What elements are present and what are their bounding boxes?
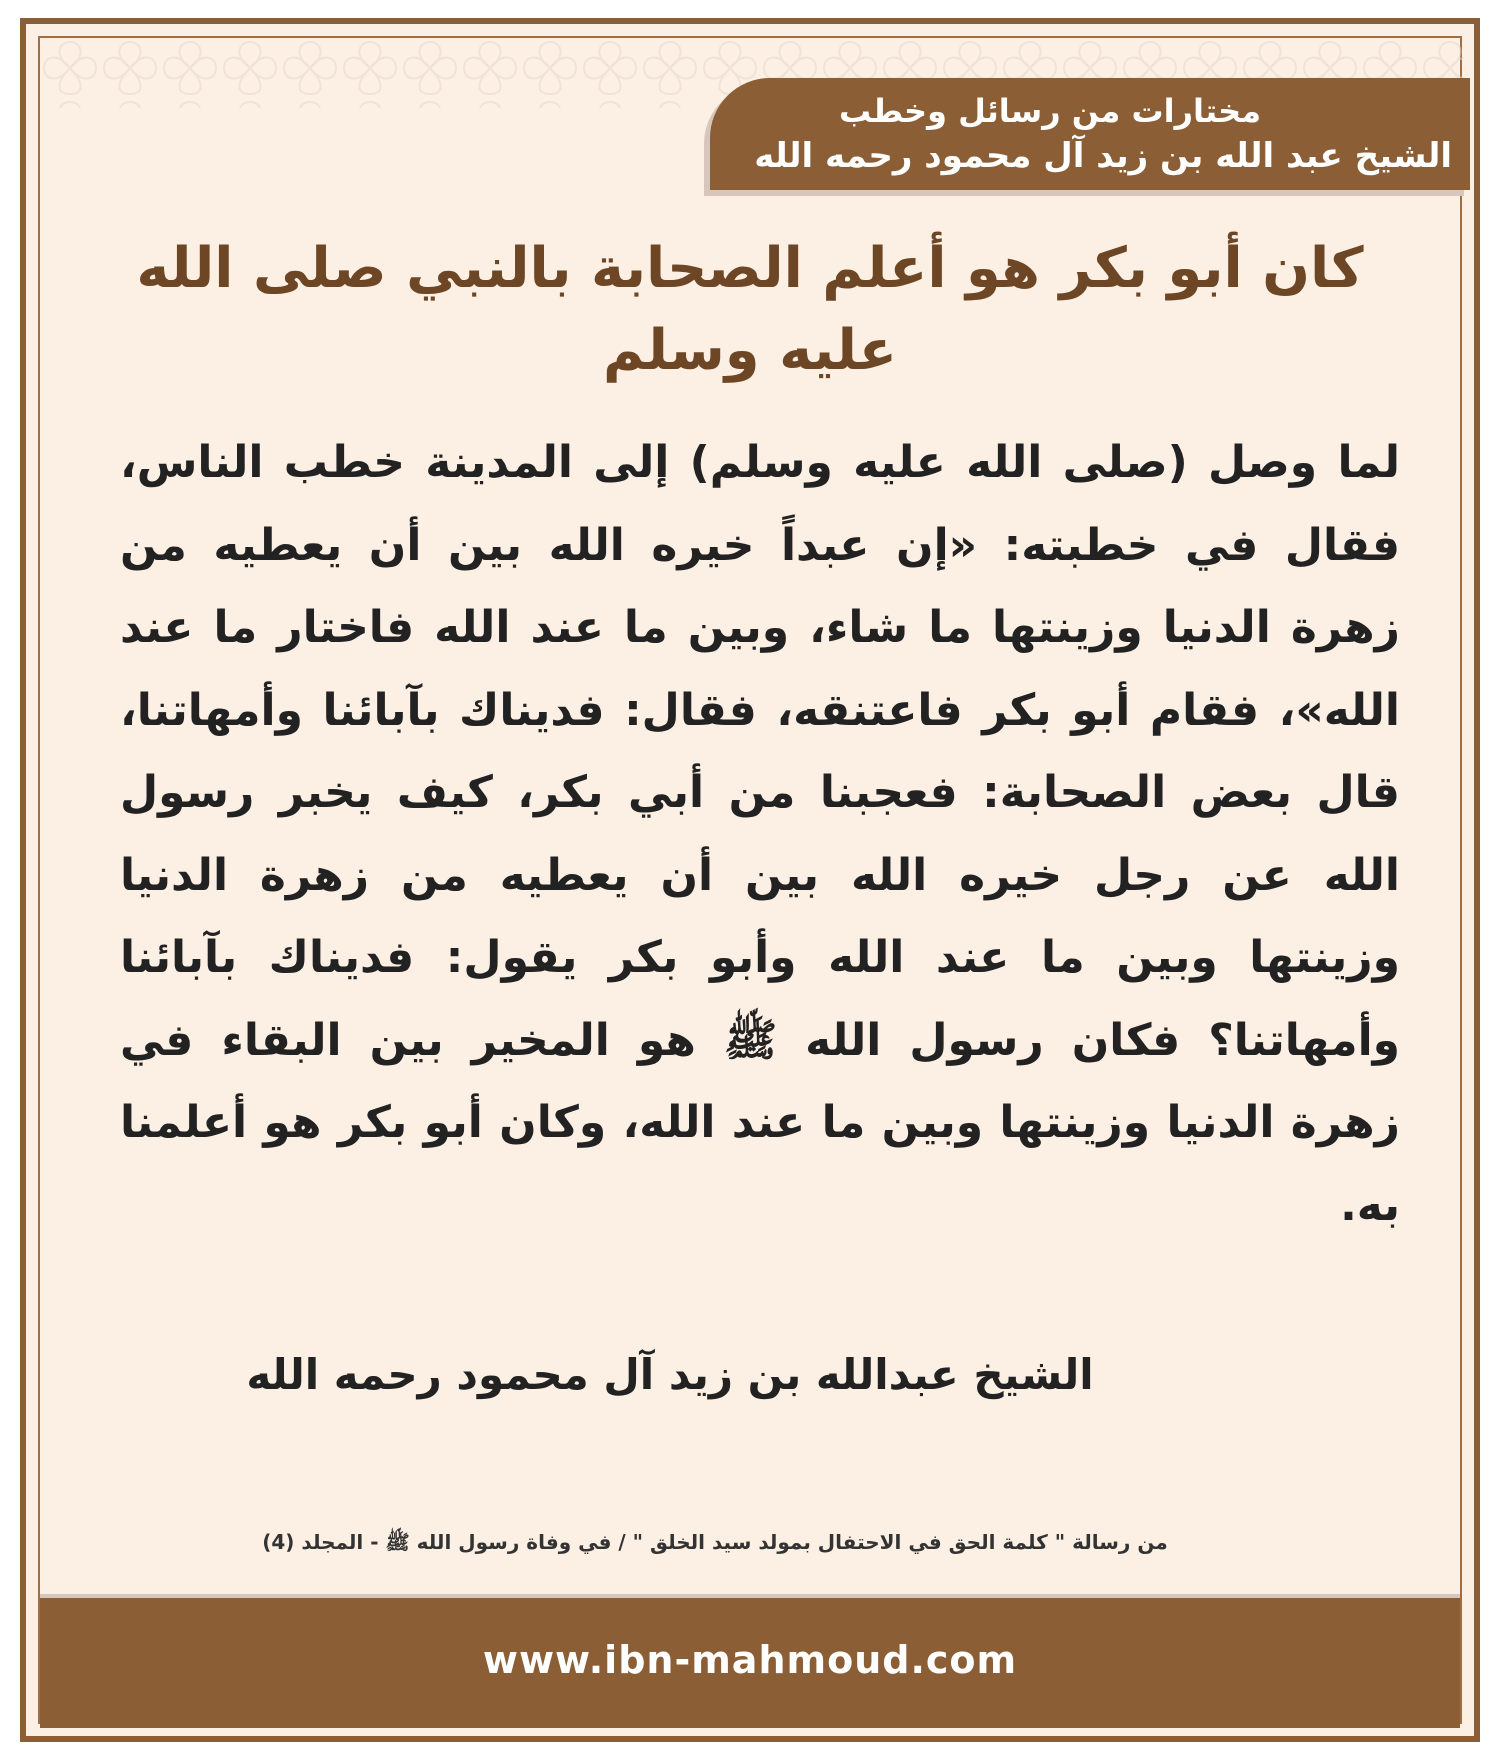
article-title: كان أبو بكر هو أعلم الصحابة بالنبي صلى الله عليه وسلم (136, 236, 1364, 383)
author-signature: الشيخ عبدالله بن زيد آل محمود رحمه الله (246, 1350, 1094, 1399)
website-link[interactable]: www.ibn-mahmoud.com (482, 1638, 1018, 1682)
series-title: مختارات من رسائل وخطب (838, 92, 1261, 130)
footer-band (40, 1594, 1460, 1728)
author-name-header: الشيخ عبد الله بن زيد آل محمود رحمه الله (754, 136, 1452, 176)
source-citation: من رسالة " كلمة الحق في الاحتفال بمولد سيد الخلق " / في وفاة رسول الله ﷺ - المجلد (4) (262, 1530, 1168, 1554)
series-header (710, 78, 1470, 190)
article-body: لما وصل (صلى الله عليه وسلم) إلى المدينة خطب الناس، فقال في خطبته: «إن عبداً خيره الله بين أن يعطيه من زهرة الدنيا وزينتها ما شاء، وبين ما عند الله فاختار ما عند الله»، فقام أبو بكر فاعتنقه، فقال: فديناك بآبائنا وأمهاتنا، قال بعض الصحابة: فعجبنا من أبي بكر، كيف يخبر رسول الله عن رجل خيره الله بين أن يعطيه من زهرة الدنيا وزينتها وبين ما عند الله وأبو بكر يقول: فديناك بآبائنا وأمهاتنا؟ فكان رسول الله ﷺ هو المخير بين البقاء في زهرة الدنيا وزينتها وبين ما عند الله، وكان أبو بكر هو أعلمنا به. (120, 437, 1400, 1231)
